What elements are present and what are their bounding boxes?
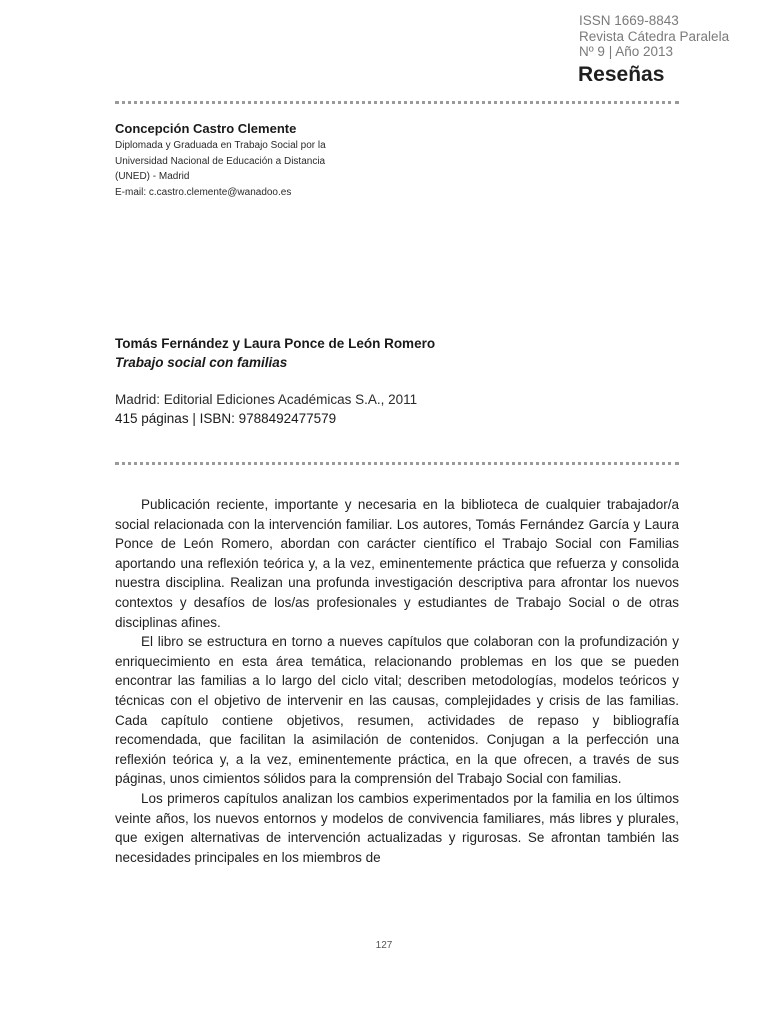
dotted-divider-top (115, 101, 679, 104)
review-body (115, 495, 679, 867)
reviewer-name: Concepción Castro Clemente (115, 121, 297, 136)
dotted-divider-bottom (115, 462, 679, 465)
journal-header (579, 13, 768, 60)
body-paragraph: Publicación reciente, importante y necesaria en la biblioteca de cualquier trabajador/a social relacionada con la intervención familiar. Los autores, Tomás Fernández García y Laura Ponce de León Romero, abordan con carácter científico el Trabajo Social con Familias aportando una reflexión teórica y, a la vez, eminentemente práctica que refuerza y consolida nuestra disciplina. Realizan una profunda investigación descriptiva para afrontar los nuevos contextos y desafíos de los/as profesionales y estudiantes de Trabajo Social o de otras disciplinas afines. (115, 497, 679, 630)
issn-label: ISSN 1669-8843 (579, 13, 679, 28)
book-publisher: Madrid: Editorial Ediciones Académicas S.A., 2011 (115, 392, 418, 407)
reviewer-email: E-mail: c.castro.clemente@wanadoo.es (115, 186, 292, 198)
issue-label: Nº 9 | Año 2013 (579, 44, 674, 59)
reviewer-block (115, 120, 679, 200)
reviewer-line: Diplomada y Graduada en Trabajo Social por la (115, 140, 326, 151)
book-title: Trabajo social con familias (115, 354, 288, 370)
page-number: 127 (375, 940, 393, 951)
journal-name: Revista Cátedra Paralela (579, 28, 730, 44)
body-paragraph: Los primeros capítulos analizan los cambios experimentados por la familia en los últimos veinte años, los nuevos entornos y modelos de convivencia familiares, más libres y plurales, que exigen alternativas de intervención actualizadas y rigurosas. Se afrontan también las necesidades principales en los miembros de (115, 790, 679, 865)
body-paragraph: El libro se estructura en torno a nueves capítulos que colaboran con la profundización y enriquecimiento en esta área temática, relacionando problemas en los que se pueden encontrar las familias a lo largo del ciclo vital; describen metodologías, modelos teóricos y técnicas con el objetivo de intervenir en las causas, complejidades y crisis de las familias. Cada capítulo contiene objetivos, resumen, actividades de repaso y bibliografía recomendada, que facilitan la asimilación de contenidos. Conjugan a la perfección una reflexión teórica y, a la vez, eminentemente práctica, en la que ofrecen, a través de sus páginas, unos cimientos sólidos para la comprensión del Trabajo Social con familias. (115, 634, 679, 787)
section-title: Reseñas (578, 63, 665, 86)
book-details: 415 páginas | ISBN: 9788492477579 (115, 410, 337, 426)
book-authors: Tomás Fernández y Laura Ponce de León Romero (115, 336, 436, 351)
book-info (115, 335, 679, 428)
reviewer-line: (UNED) - Madrid (115, 171, 190, 182)
reviewer-line: Universidad Nacional de Educación a Distancia (115, 155, 326, 167)
